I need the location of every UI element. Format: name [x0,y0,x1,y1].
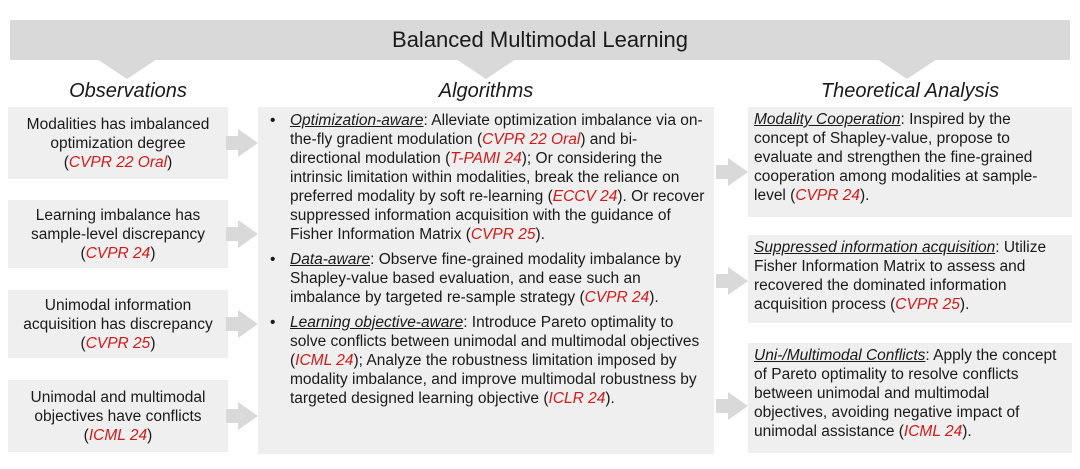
theory-title: Uni-/Multimodal Conflicts [754,347,926,364]
theory-text: : Inspired by the concept of Shapley-value, propose to evaluate and strengthen the fine-grained cooperation among modalities at sample-level ( [754,111,1038,204]
algorithm-text: ); Or considering the intrinsic limitation within modalities, break the reliance on preferred modality by soft re-learning ( [290,150,680,205]
algorithm-text: ). Or recover suppressed information acquisition with the guidance of Fisher Information Matrix ( [290,188,705,243]
algorithm-text: ); Analyze the robustness limitation imposed by modality imbalance, and improve multimodal robustness by targeted designed learning objective ( [290,352,697,407]
algorithm-text: ) and bi-directional modulation ( [290,131,638,167]
algorithm-item [290,111,706,244]
venue-label: ICLR 24 [548,390,606,407]
venue-label: ICML 24 [88,426,148,444]
right-arrow [728,392,748,420]
algorithm-text: : Introduce Pareto optimality to solve conflicts between unimodal and multimodal objectives ( [290,314,700,369]
algorithm-text: ). [605,390,615,407]
theory-box [748,235,1072,323]
venue-label: CVPR 25 [470,226,536,243]
venue-label: CVPR 24 [584,289,650,306]
observation-box: Unimodal information acquisition has discrepancy (CVPR 25) [8,290,228,358]
algorithm-text: ). [649,289,659,306]
venue-label: CVPR 25 [85,334,151,352]
algorithm-title: Optimization-aware [290,112,424,129]
venue-label: ICML 24 [295,352,354,369]
theory-title: Modality Cooperation [754,111,901,128]
down-arrow-observations [97,59,157,79]
algorithm-title: Learning objective-aware [290,314,464,331]
theory-box [748,107,1072,217]
down-arrow-theoretical [877,59,937,79]
down-arrow-algorithms [456,59,516,79]
right-arrow [238,310,258,338]
right-arrow [238,129,258,157]
algorithm-title: Data-aware [290,251,371,268]
theory-text: : Apply the concept of Pareto optimality to resolve conflicts between unimodal and multimodal objectives, avoiding negative impact of unimodal assistance ( [754,347,1057,440]
algorithms-box [258,107,714,454]
algorithm-text: : Alleviate optimization imbalance via on-the-fly gradient modulation ( [290,112,703,148]
theory-text: : Utilize Fisher Information Matrix to assess and recovered the dominated information acquisition process ( [754,239,1047,313]
theory-text: ). [859,187,870,204]
theory-box [748,343,1072,453]
venue-label: ECCV 24 [552,188,618,205]
venue-label: CVPR 22 Oral [68,153,168,171]
venue-label: T-PAMI 24 [450,150,522,167]
observation-box: Unimodal and multimodal objectives have conflicts (ICML 24) [8,380,228,452]
right-arrow [238,220,258,248]
algorithm-text: : Observe fine-grained modality imbalance by Shapley-value based evaluation, and ease such an imbalance by targeted re-sample strategy ( [290,251,682,306]
algorithm-text: ). [535,226,545,243]
theory-text: ). [959,296,970,313]
theory-text: ). [962,423,972,440]
right-arrow [728,158,748,186]
observation-text: Unimodal and multimodal objectives have conflicts [30,388,206,425]
right-arrow [238,402,258,430]
diagram-title: Balanced Multimodal Learning [392,27,688,52]
observation-box: Modalities has imbalanced optimization degree (CVPR 22 Oral) [8,107,228,179]
venue-label: CVPR 22 Oral [482,131,581,148]
algorithm-item [290,250,706,307]
observation-text: Learning imbalance has sample-level discrepancy [30,206,206,243]
observation-box: Learning imbalance has sample-level discrepancy (CVPR 24) [8,200,228,268]
title-banner [10,20,1070,60]
algorithm-item [290,313,706,408]
venue-label: CVPR 25 [895,296,960,313]
venue-label: CVPR 24 [85,244,151,262]
observation-text: Modalities has imbalanced optimization degree [26,115,210,152]
right-arrow [728,267,748,295]
theory-title: Suppressed information acquisition [754,239,996,256]
venue-label: ICML 24 [903,423,963,440]
venue-label: CVPR 24 [795,187,860,204]
observation-text: Unimodal information acquisition has discrepancy [23,296,213,333]
observations-heading: Observations [69,80,187,102]
theoretical-heading: Theoretical Analysis [820,80,1000,102]
algorithms-heading: Algorithms [438,80,534,102]
